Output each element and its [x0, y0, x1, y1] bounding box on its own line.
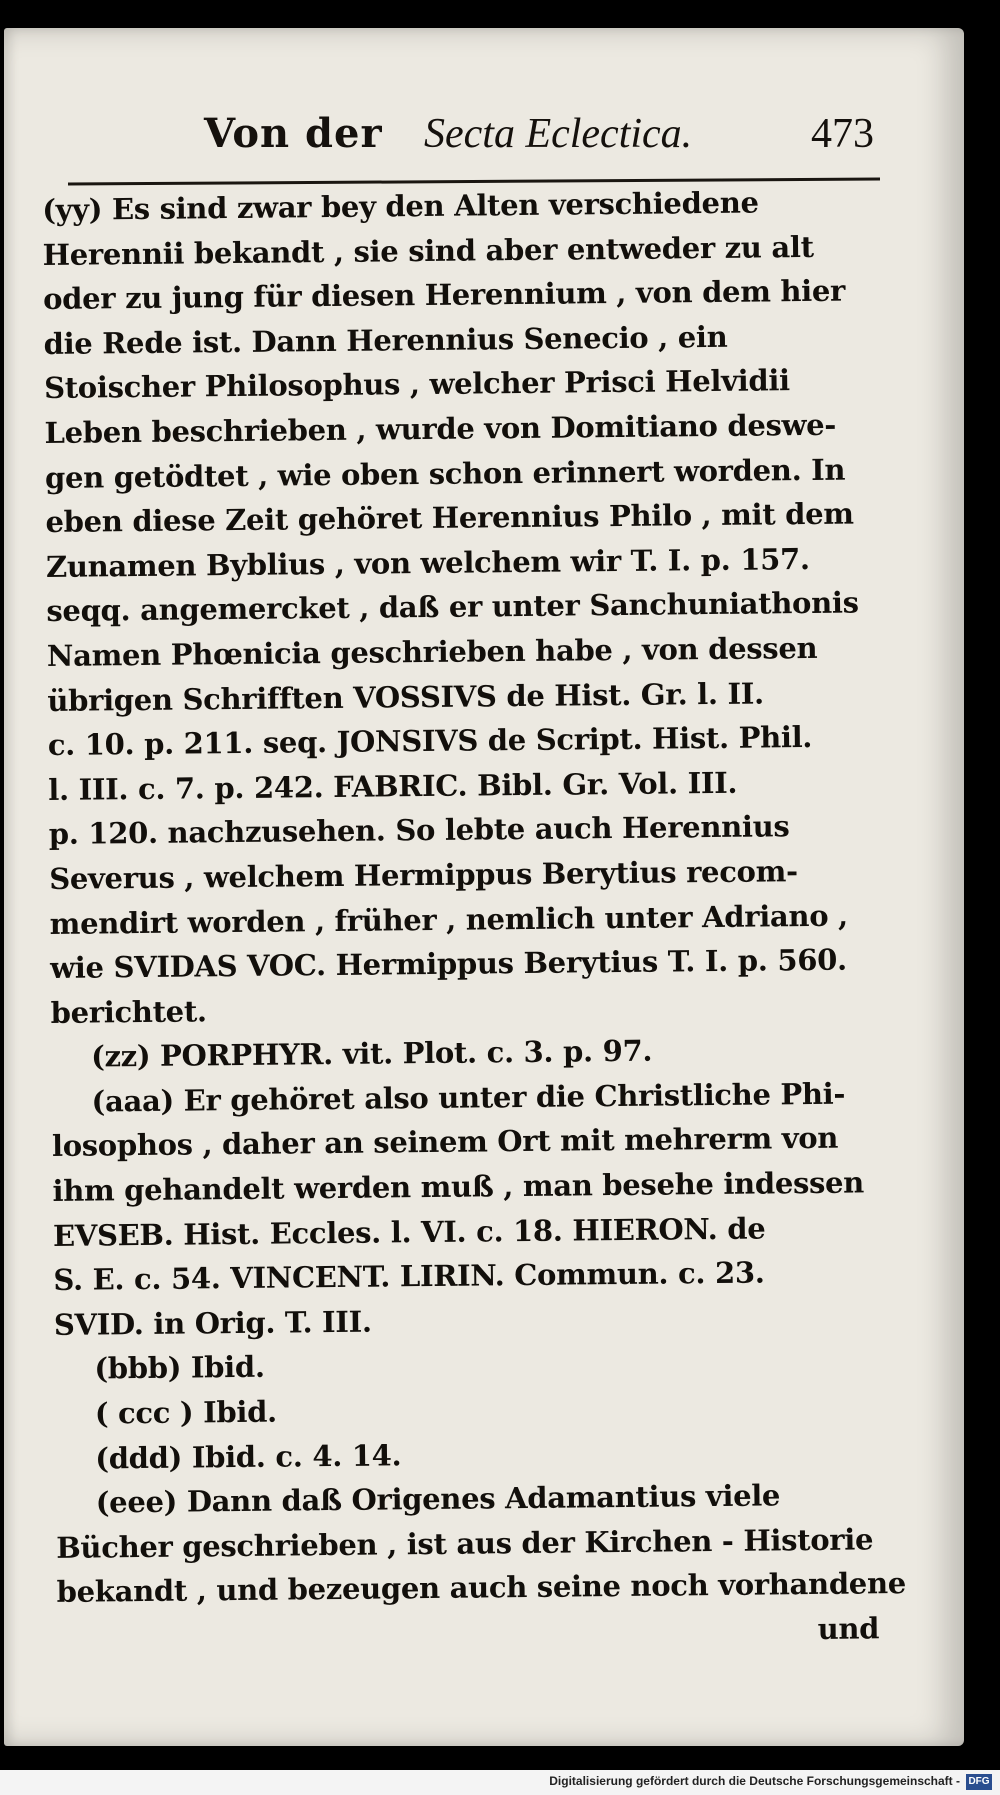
text-line: (bbb) Ibid.	[94, 1350, 265, 1386]
page-number: 473	[811, 111, 874, 157]
text-line: berichtet.	[50, 994, 207, 1030]
running-header	[204, 110, 874, 170]
text-line: seqq. angemercket , daß er unter Sanchuniathonis	[46, 585, 859, 629]
text-line: Stoischer Philosophus , welcher Prisci Helvidii	[43, 363, 790, 406]
text-line: c. 10. p. 211. seq. JONSIVS de Script. Hist. Phil.	[47, 720, 813, 763]
digitization-footer	[0, 1770, 1000, 1795]
text-line: losophos , daher an seinem Ort mit mehrerm von	[51, 1121, 839, 1164]
footnote-text-block	[42, 179, 907, 1659]
text-line: Leben beschrieben , wurde von Domitiano deswe-	[44, 407, 837, 450]
text-line: eben diese Zeit gehöret Herennius Philo , mit dem	[45, 496, 854, 540]
catchword: und	[817, 1611, 880, 1646]
text-line: Zunamen Byblius , von welchem wir T. I. p. 157.	[45, 541, 810, 584]
text-line: SVID. in Orig. T. III.	[53, 1304, 372, 1342]
text-line: (eee) Dann daß Origenes Adamantius viele	[95, 1478, 781, 1520]
dfg-logo: DFG	[966, 1774, 992, 1790]
text-line: die Rede ist. Dann Herennius Senecio , ein	[43, 319, 728, 361]
text-line: p. 120. nachzusehen. So lebte auch Herennius	[48, 809, 790, 852]
book-page	[4, 28, 964, 1746]
text-line: übrigen Schrifften VOSSIVS de Hist. Gr. l. II.	[47, 676, 765, 718]
text-line: (aaa) Er gehöret also unter die Christliche Phi-	[91, 1076, 846, 1119]
running-title-italic: Secta Eclectica.	[424, 111, 693, 157]
text-line: (ddd) Ibid. c. 4. 14.	[95, 1437, 402, 1476]
text-line: wie SVIDAS VOC. Hermippus Berytius T. I. p. 560.	[49, 942, 847, 986]
text-line: Severus , welchem Hermippus Berytius recom-	[49, 854, 798, 896]
text-line: mendirt worden , früher , nemlich unter Adriano ,	[49, 898, 849, 941]
text-line: l. III. c. 7. p. 242. FABRIC. Bibl. Gr. Vol. III.	[48, 765, 738, 807]
text-line: Namen Phœnicia geschrieben habe , von dessen	[46, 630, 818, 673]
text-line: bekandt , und bezeugen auch seine noch vorhandene	[56, 1566, 907, 1610]
text-line: S. E. c. 54. VINCENT. LIRIN. Commun. c. 23.	[53, 1255, 765, 1298]
text-line: oder zu jung für diesen Herennium , von dem hier	[42, 273, 846, 317]
text-line: (yy) Es sind zwar bey den Alten verschiedene	[42, 185, 759, 227]
text-line: (zz) PORPHYR. vit. Plot. c. 3. p. 97.	[90, 1033, 653, 1074]
text-line: gen getödtet , wie oben schon erinnert worden. In	[44, 452, 846, 495]
text-line: Bücher geschrieben , ist aus der Kirchen - Historie	[56, 1522, 874, 1565]
running-title-fraktur: Von der	[204, 110, 383, 157]
funding-credit: Digitalisierung gefördert durch die Deutsche Forschungsgemeinschaft -	[549, 1774, 960, 1788]
text-line: ihm gehandelt werden muß , man besehe indessen	[52, 1165, 865, 1209]
text-line: Herennii bekandt , sie sind aber entweder zu alt	[42, 229, 814, 272]
text-line: ( ccc ) Ibid.	[94, 1394, 278, 1431]
text-line: EVSEB. Hist. Eccles. l. VI. c. 18. HIERON. de	[52, 1211, 766, 1253]
